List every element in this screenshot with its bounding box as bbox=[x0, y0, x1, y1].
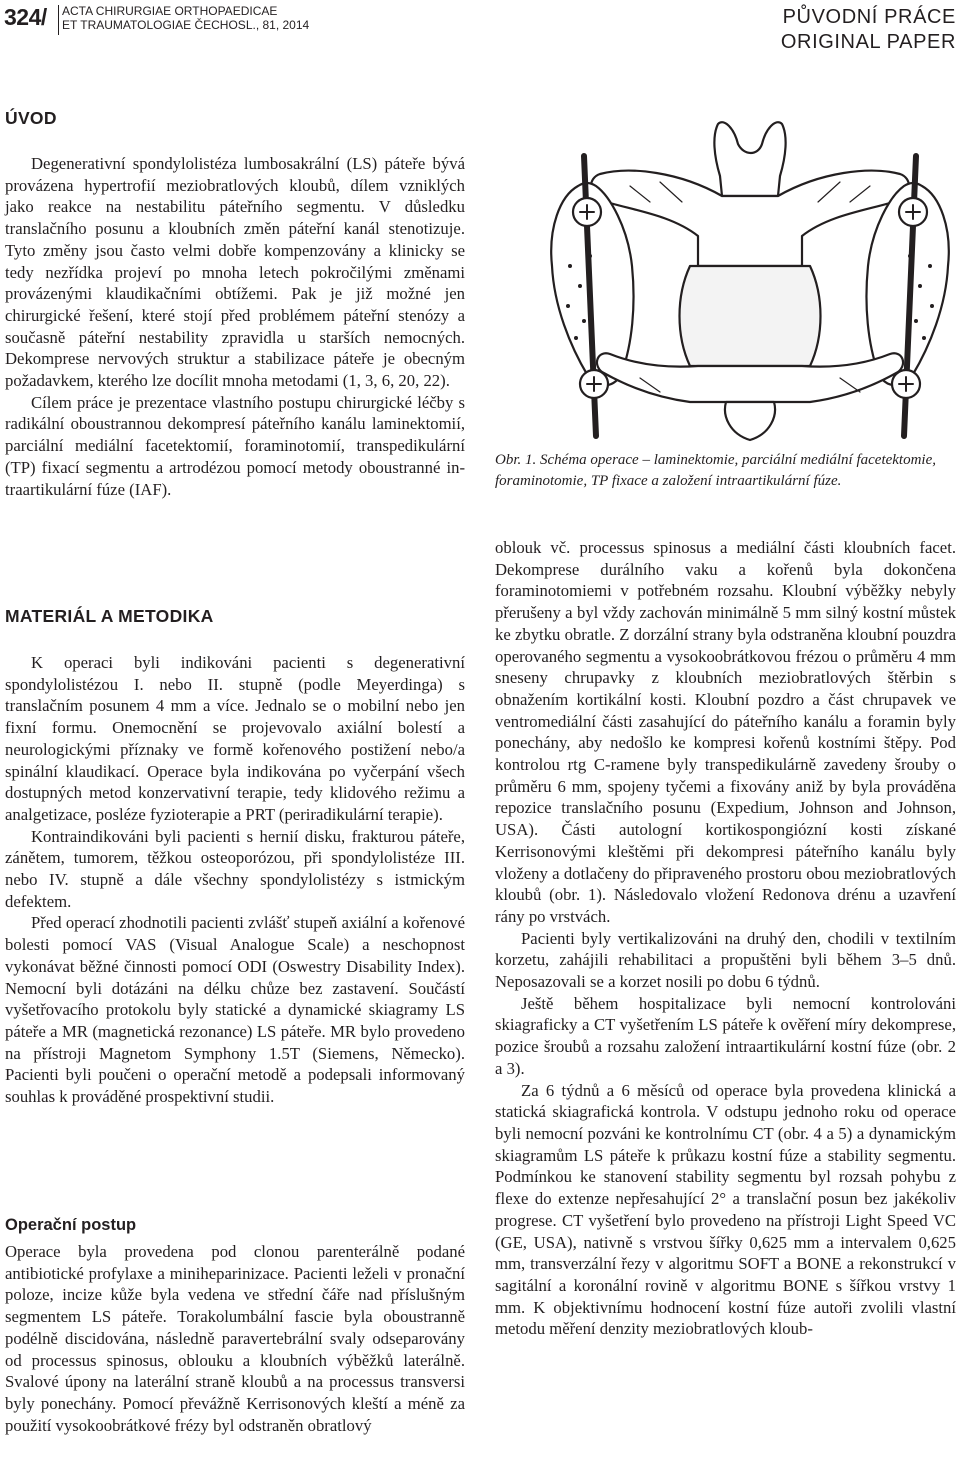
procedure-section bbox=[5, 1241, 465, 1436]
intro-paragraph: Degenerativní spondylolistéza lumbosakrální (LS) páteře bývá provázena hypertrofií meziobratlových kloubů, dílem vzniklých jako reakce na nestabilitu páteřního segmentu. V důsledku translačního posunu a kloubních změn páteřní kanál stenotizuje. Tyto změny jsou často velmi dobře kompenzovány a klinicky se tedy nezřídka projeví po mnoha letech pokročilými změnami provázenými klaudikačními obtížemi. Pak je již možné jen chirurgické řešení, které stojí před problémem páteřní stenózy a současně páteřní nestability zpravidla u starších nemocných. Dekomprese nervových struktur a stabilizace páteře je obecným požadavkem, kterého lze docílit mnoha metodami (1, 3, 6, 20, 22). bbox=[5, 154, 465, 391]
procedure-paragraph: Operace byla provedena pod clonou parenterálně podané antibiotické profylaxe a miniheparinizace. Pacienti leželi v pronační poloze, incize kůže byla vedena ve střední čáře nad příslušným segmentem LS páteře. Torakolumbální fascie byla oboustranně podélně discidována, následně paravertebrální svaly odseparovány od processus spinosus, oblouku a kloubních výběžků laterálně. Svalové úpony na laterální straně kloubů a na processus transversi byly ponechány. Pomocí převážně Kerrisonových kleští a méně za použití vysokoobrátkové frézy byl odstraněn obratlový bbox=[5, 1242, 465, 1435]
journal-name: ACTA CHIRURGIAE ORTHOPAEDICAE bbox=[62, 4, 278, 18]
procedure-heading: Operační postup bbox=[5, 1216, 137, 1234]
figure-1-illustration bbox=[540, 116, 958, 446]
methods-paragraph: K operaci byli indikováni pacienti s degenerativní spondylolistézou I. nebo II. stupně (podle Meyerdinga) s translačním posunem 4 mm a více. Jednalo se o mobilní nebo jen fixní formu. Onemocnění se projevovalo axiální bolestí a neurologickými příznaky ve formě kořenového postižení nebo/a spinální klaudikací. Operace byla indikována po vyčerpání všech dostupných metod konzervativní terapie, tedy klidového režimu a analgetizace, posléze fyzioterapie a PRT (periradikulární terapie). bbox=[5, 653, 465, 824]
right-column-text bbox=[495, 537, 956, 1340]
right-paragraph: oblouk vč. processus spinosus a mediální části kloubních facet. Dekomprese durálního vaku a kořenů byla dokončena foraminotomiemi v potřebném rozsahu. Kloubní výběžky nebyly přerušeny a byl vždy zachován minimálně 5 mm silný kostní můstek ke zbytku obratle. Z dorzální strany byla odstraněna kloubní pouzdra operovaného segmentu a vysokoobrátkovou frézou o průměru 4 mm sneseny chrupavky z kloubních meziobratlových štěrbin s obnažením kortikální kosti. Kloubní pozdro a část chrupavek ve ventromediální části zasahující do páteřního kanálu a foramin byly ponechány, aby nedošlo ke kompresi kořenů kostními štěpy. Pod kontrolou rtg C-ramene byly transpedikulárně zavedeny šrouby o průměru 6 mm, spojeny tyčemi a fixovány aniž by byla prováděna repozice translačního posunu (Expedium, Johnson and Johnson, USA). Části autologní kortikospongiózní kosti získané Kerrisonovými kleštěmi při dekompresi páteřního kanálu byly vloženy a dotlačeny do připraveného prostoru obou meziobratlových kloubů (obr. 1). Následovalo vložení Redonova drénu a uzavření rány po vrstvách. bbox=[495, 538, 956, 926]
article-type-czech: PŮVODNÍ PRÁCE bbox=[782, 6, 956, 28]
intro-section bbox=[5, 153, 465, 500]
spine-surgery-diagram bbox=[540, 116, 958, 446]
intro-heading: ÚVOD bbox=[5, 108, 57, 128]
right-paragraph: Za 6 týdnů a 6 měsíců od operace byla provedena klinická a statická skiagrafická kontrola. V odstupu jednoho roku od operace byli nemocní pozváni ke kontrolnímu CT (obr. 4 a 5) a dynamickým skiagramům LS páteře k průkazu kostní fúze a stability segmentu. Podmínkou ke stanovení stability segmentu byl rozsah pohybu z flexe do extenze nepřesahující 2° a translační posun bez jakékoliv progrese. CT vyšetření bylo provedeno na přístroji Light Speed VC (GE, USA), nativně s vrstvou šířky 0,625 mm a intervalem 0,625 mm, transverzální řezy v algoritmu SOFT a BONE a rekonstrukcí v sagitální a koronální rovině v algoritmu BONE s šířkou vrstvy 1 mm. K objektivnímu hodnocení kostní fúze autoři zvolili vlastní metodu měření denzity meziobratlových kloub- bbox=[495, 1080, 956, 1339]
spinous-process-lower bbox=[725, 402, 775, 440]
methods-section bbox=[5, 652, 465, 1108]
dural-sac bbox=[680, 266, 821, 366]
header-divider bbox=[58, 5, 59, 35]
page-number: 324/ bbox=[4, 4, 47, 30]
right-paragraph: Pacienti byly vertikalizováni na druhý den, chodili v textilním korzetu, zahájili rehabilitaci a propuštěni byli během 3–5 dnů. Neposazovali se a korzet nosili po dobu 6 týdnů. bbox=[495, 928, 956, 992]
methods-heading: MATERIÁL A METODIKA bbox=[5, 606, 214, 626]
methods-paragraph: Kontraindikováni byli pacienti s hernií disku, frakturou páteře, zánětem, tumorem, těžkou osteoporózou, při spondylolistéze III. nebo IV. stupně a dále všechny spondylolistézy s istmickým defektem. bbox=[5, 826, 465, 911]
methods-paragraph: Před operací zhodnotili pacienti zvlášť stupeň axiální a kořenové bolesti pomocí VAS (Visual Analogue Scale) a neschopnost vykonávat běžné činnosti pomocí ODI (Oswestry Disability Index). Nemocní byli dotázáni na délku chůze bez zastavení. Součástí vyšetřovacího protokolu byly statické a dynamické skiagramy LS páteře a MR (magnetická rezonance) LS páteře. MR bylo provedeno na přístroji Magnetom Symphony 1.5T (Siemens, Německo). Pacienti byli poučeni o operační metodě a podepsali informovaný souhlas k prováděné prospektivní studii. bbox=[5, 913, 465, 1107]
spinous-process-upper bbox=[714, 122, 785, 196]
page-header bbox=[0, 0, 960, 60]
journal-issue: ET TRAUMATOLOGIAE ČECHOSL., 81, 2014 bbox=[62, 18, 310, 32]
figure-1-caption: Obr. 1. Schéma operace – laminektomie, parciální mediální facetektomie, foraminotomie, TP fixace a založení intraartikulární fúze. bbox=[495, 452, 936, 489]
intro-paragraph: Cílem práce je prezentace vlastního postupu chirurgické léčby s radikální oboustrannou dekompresí páteřního kanálu laminektomií, parciální mediální facetektomií, foraminotomií, transpedikulární (TP) fixací segmentu a artrodézou pomocí metody oboustranné intraartikulární fúze (IAF). bbox=[5, 392, 465, 499]
article-type-english: ORIGINAL PAPER bbox=[780, 31, 956, 53]
right-paragraph: Ještě během hospitalizace byli nemocní kontrolováni skiagraficky a CT vyšetřením LS páteře k ověření míry dekomprese, pozice šroubů a rozsahu založení intraartikulární kostní fúze (obr. 2 a 3). bbox=[495, 993, 956, 1078]
